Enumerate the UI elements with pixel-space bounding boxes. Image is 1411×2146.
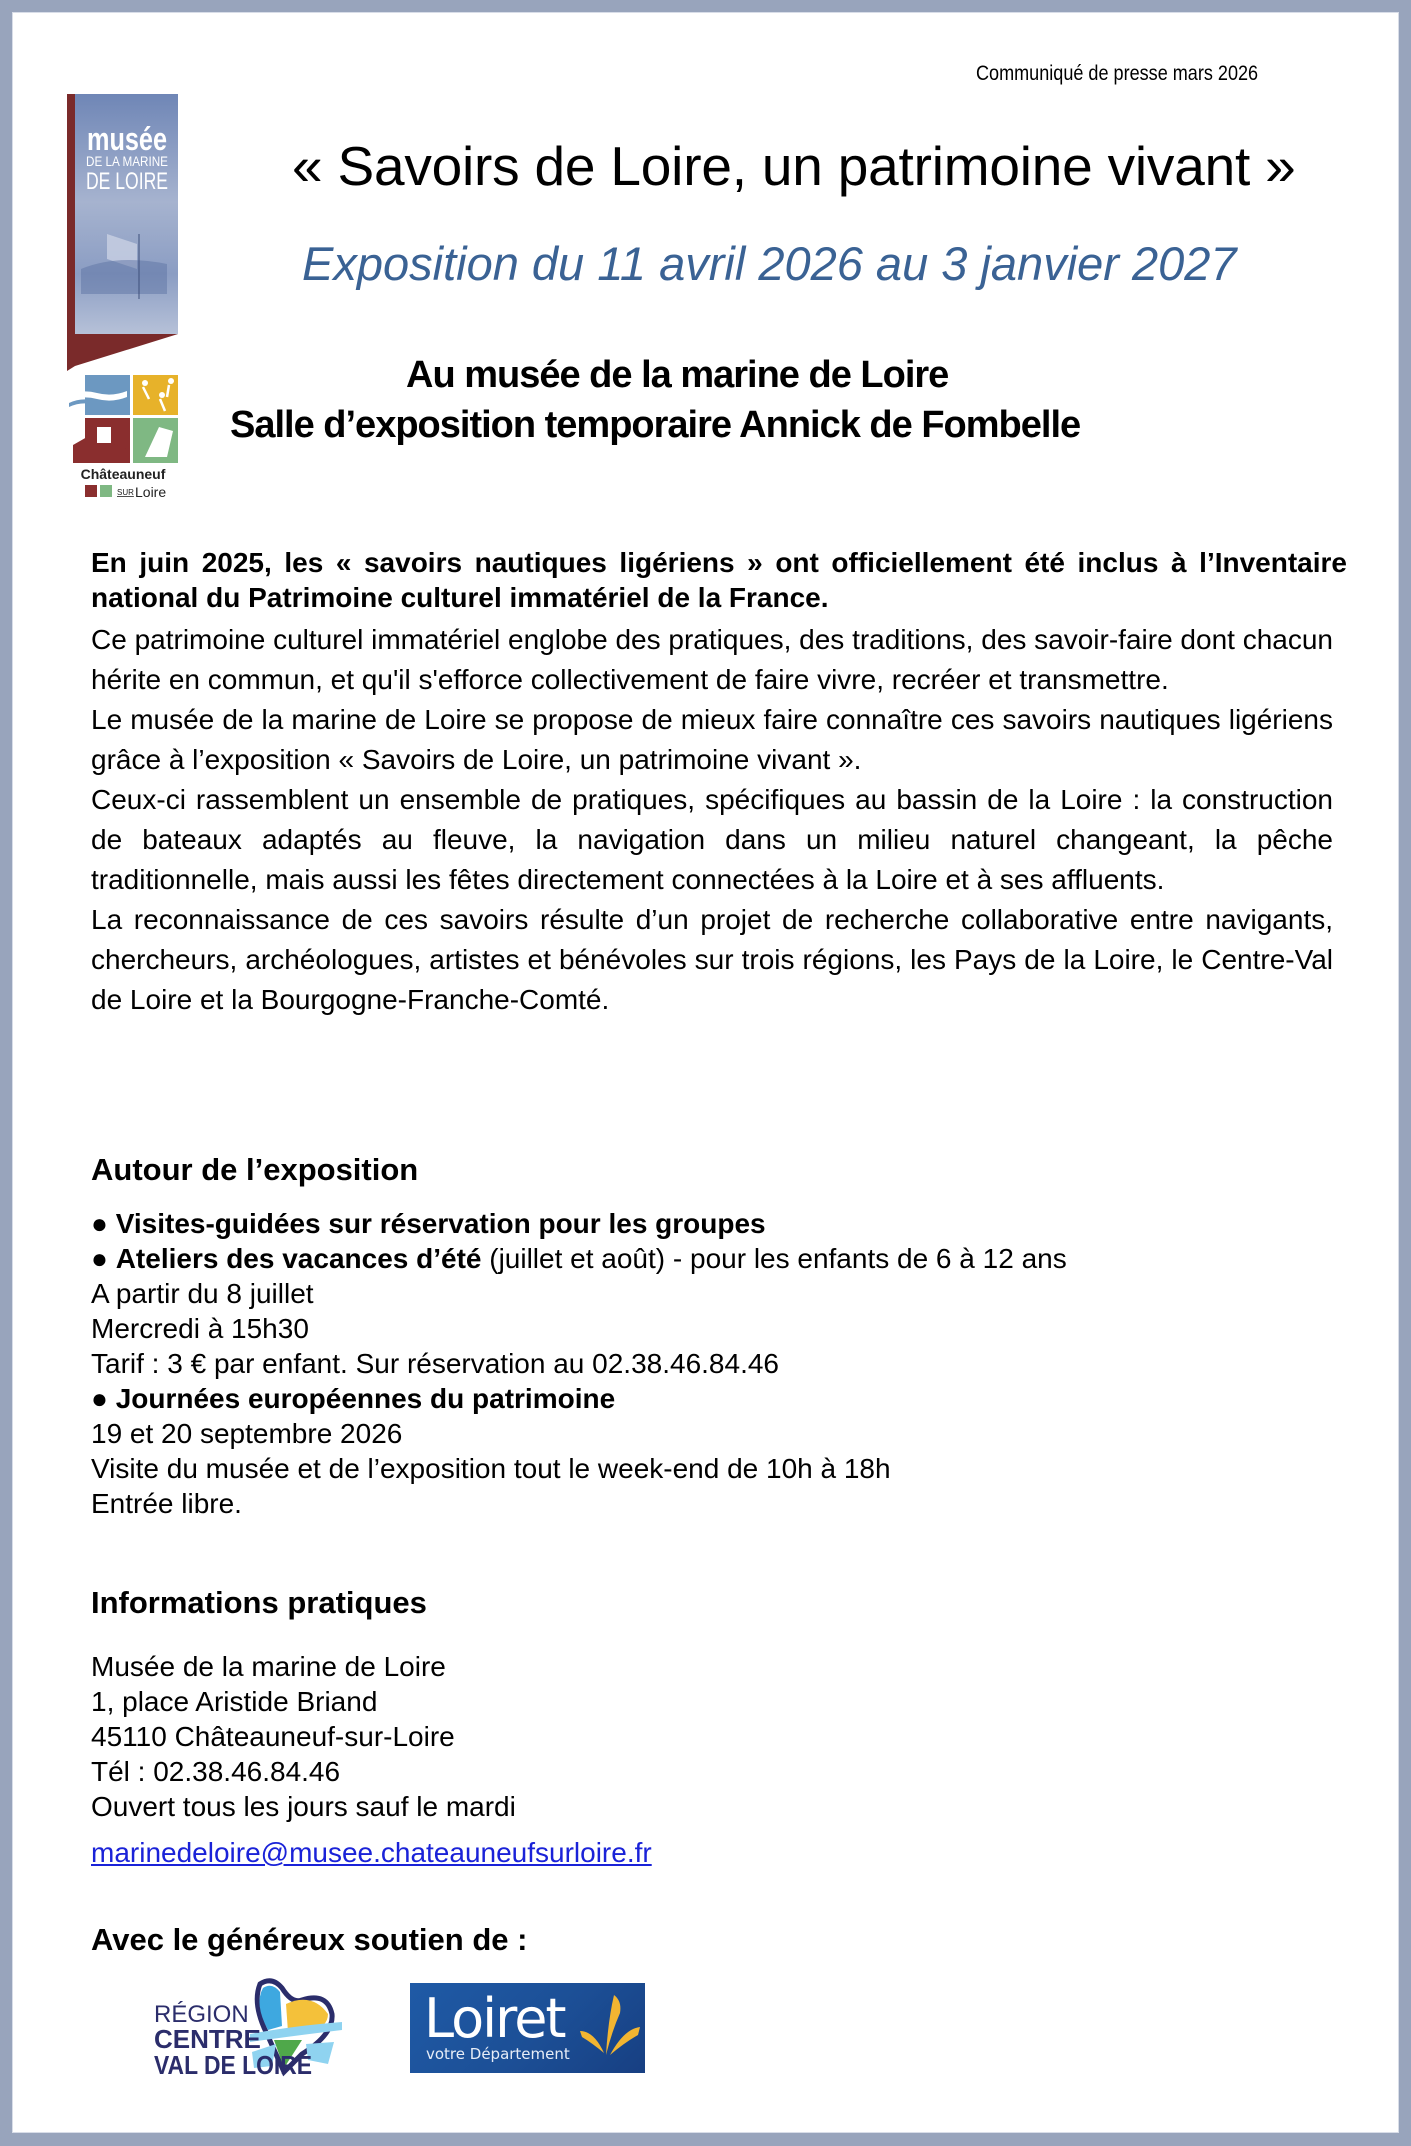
intro-paragraph: Ce patrimoine culturel immatériel englobe des pratiques, des traditions, des savoir-faire dont chacun hérite en commun, et qu'il s'efforce collectivement de faire vivre, recréer et transmettre. [91, 624, 1333, 695]
intro-lead: En juin 2025, les « savoirs nautiques ligériens » ont officiellement été inclus à l’Inventaire national du Patrimoine culturel immatériel de la France. [91, 547, 1347, 613]
infos-heading: Informations pratiques [91, 1585, 427, 1620]
contact-info [91, 1649, 516, 1824]
email-link[interactable]: marinedeloire@musee.chateauneufsurloire.fr [91, 1837, 652, 1868]
event-detail-line: Entrée libre. [91, 1488, 242, 1519]
event-title: Ateliers des vacances d’été [115, 1243, 482, 1274]
chateauneuf-sur-loire-logo [67, 375, 179, 505]
event-detail-line: 19 et 20 septembre 2026 [91, 1418, 403, 1449]
venue-room: Salle d’exposition temporaire Annick de Fombelle [230, 404, 1081, 446]
chateauneuf-logo-sur: SUR [117, 488, 134, 497]
bullet-icon: ● [91, 1208, 108, 1239]
city-address: 45110 Châteauneuf-sur-Loire [91, 1721, 455, 1752]
museum-logo-line3: DE LOIRE [86, 168, 168, 195]
event-title: Visites-guidées sur réservation pour les groupes [115, 1208, 766, 1239]
event-detail-line: Mercredi à 15h30 [91, 1313, 309, 1344]
exhibition-dates: Exposition du 11 avril 2026 au 3 janvier 2027 [302, 237, 1237, 290]
chateauneuf-logo-name: Châteauneuf [80, 466, 166, 482]
intro-paragraph: Ceux-ci rassemblent un ensemble de pratiques, spécifiques au bassin de la Loire : la construction de bateaux adaptés au fleuve, la navigation dans un milieu naturel changeant, la pêche traditionnelle, mais aussi les fêtes directement connectées à la Loire et à ses affluents. [91, 784, 1333, 895]
intro-paragraph: Le musée de la marine de Loire se propose de mieux faire connaître ces savoirs nautiques ligériens grâce à l’exposition « Savoirs de Loire, un patrimoine vivant ». [91, 704, 1333, 775]
street-address: 1, place Aristide Briand [91, 1686, 378, 1717]
event-detail-line: Tarif : 3 € par enfant. Sur réservation au 02.38.46.84.46 [91, 1348, 779, 1379]
chateauneuf-logo-loire: Loire [135, 484, 167, 500]
event-title: Journées européennes du patrimoine [115, 1383, 616, 1414]
intro-paragraph: La reconnaissance de ces savoirs résulte d’un projet de recherche collaborative entre navigants, chercheurs, archéologues, artistes et bénévoles sur trois régions, les Pays de la Loire, le Centre-Val de Loire et la Bourgogne-Franche-Comté. [91, 904, 1333, 1015]
opening-hours: Ouvert tous les jours sauf le mardi [91, 1791, 516, 1822]
event-item-workshops [91, 1241, 1067, 1276]
fleur-de-lys-icon [578, 1991, 642, 2063]
museum-logo-line2: DE LA MARINE [86, 153, 168, 169]
venue-museum: Au musée de la marine de Loire [406, 354, 949, 396]
autour-heading: Autour de l’exposition [91, 1152, 419, 1187]
event-item-heritage-days [91, 1381, 1067, 1416]
events-list [91, 1206, 1067, 1521]
event-detail-line: Visite du musée et de l’exposition tout le week-end de 10h à 18h [91, 1453, 891, 1484]
bullet-icon: ● [91, 1383, 108, 1414]
phone-number: Tél : 02.38.46.84.46 [91, 1756, 341, 1787]
intro-body [91, 620, 1333, 1020]
event-item-guided-tours [91, 1206, 1067, 1241]
loiret-logo-tagline: votre Département [426, 2045, 570, 2063]
bullet-icon: ● [91, 1243, 108, 1274]
loiret-departement-logo [410, 1983, 645, 2073]
region-logo-line2: CENTRE [154, 2024, 261, 2054]
press-release-page [12, 12, 1399, 2133]
region-logo-line3: VAL DE LOIRE [154, 2050, 312, 2080]
musee-marine-de-loire-logo [67, 94, 178, 371]
event-detail-line: A partir du 8 juillet [91, 1278, 314, 1309]
exhibition-title: « Savoirs de Loire, un patrimoine vivant » [292, 135, 1296, 197]
loiret-logo-name: Loiret [424, 1987, 565, 2050]
region-logo-line1: RÉGION [154, 2001, 249, 2028]
museum-name: Musée de la marine de Loire [91, 1651, 446, 1682]
museum-logo-word: musée [87, 121, 167, 157]
event-detail: (juillet et août) - pour les enfants de 6 à 12 ans [481, 1243, 1067, 1274]
press-release-date: Communiqué de presse mars 2026 [976, 62, 1259, 85]
region-centre-val-de-loire-logo [142, 1974, 342, 2089]
sponsors-heading: Avec le généreux soutien de : [91, 1922, 528, 1957]
